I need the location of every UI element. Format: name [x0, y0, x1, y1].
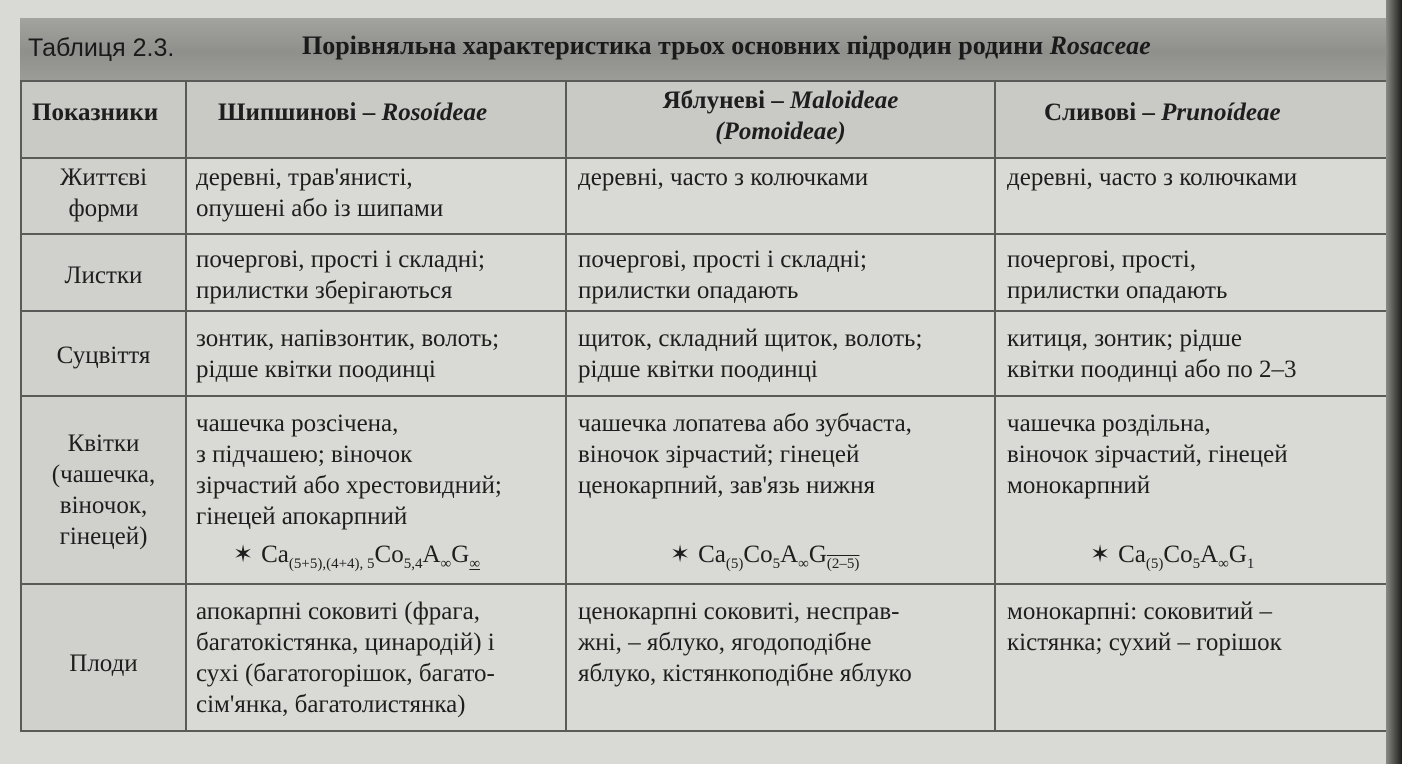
- text-line: почергові, прості і складні;: [196, 246, 486, 273]
- label-line: Квітки: [67, 430, 140, 457]
- cell-maloideae-inflorescence: [578, 323, 922, 385]
- grid-line-row1: [20, 233, 1386, 235]
- text-line: монокарпний: [1007, 472, 1151, 499]
- f-sym: G: [1228, 541, 1247, 568]
- text-line: гінецей апокарпний: [196, 503, 408, 530]
- f-idx: (5): [1145, 556, 1164, 572]
- cell-maloideae-flowers: [578, 408, 912, 501]
- text-line: прилистки зберігаються: [196, 277, 453, 304]
- text-line: багатокістянка, цинародій) і: [196, 629, 495, 656]
- grid-line-row3: [20, 395, 1386, 397]
- formula-rosoideae: [233, 540, 480, 573]
- grid-line-bottom: [20, 730, 1386, 732]
- text-line: сухі (багатогорішок, багато-: [196, 660, 495, 687]
- f-idx: (5+5),(4+4), 5: [288, 556, 375, 572]
- star-icon: ✶: [1090, 542, 1111, 568]
- cell-maloideae-life-forms: [578, 162, 868, 193]
- text-line: рідше квітки поодинці: [196, 356, 436, 383]
- cell-prunoideae-leaves: [1007, 244, 1227, 306]
- text-line: ценокарпні соковиті, несправ-: [578, 598, 900, 625]
- cell-rosoideae-flowers: [196, 408, 502, 532]
- table-number: Таблиця 2.3.: [28, 34, 175, 62]
- f-idx: ∞: [440, 556, 452, 572]
- f-idx: ∞: [798, 556, 809, 572]
- header-maloideae-latin: Maloideae: [790, 87, 899, 114]
- grid-line-col2: [565, 80, 567, 732]
- text-line: з підчашею; віночок: [196, 441, 413, 468]
- label-line: віночок,: [59, 492, 148, 519]
- f-sym: G: [451, 541, 470, 568]
- cell-prunoideae-inflorescence: [1007, 323, 1297, 385]
- title-family: Rosaceae: [1049, 31, 1151, 60]
- star-icon: ✶: [233, 542, 254, 568]
- header-maloideae: [567, 85, 994, 147]
- row-label-fruits: [22, 648, 185, 679]
- text-line: віночок зірчастий, гінецей: [1007, 441, 1288, 468]
- text-line: чашечка роздільна,: [1007, 410, 1211, 437]
- text-line: прилистки опадають: [578, 277, 799, 304]
- page-edge-shadow: [1386, 0, 1402, 764]
- header-rosoideae-latin: Rosoídeae: [381, 99, 488, 126]
- text-line: зірчастий або хрестовидний;: [196, 472, 502, 499]
- row-label-inflorescence: [22, 340, 185, 371]
- star-icon: ✶: [670, 542, 691, 568]
- header-maloideae-alt: (Pomoideae): [715, 118, 846, 145]
- label-line: Життєві: [59, 164, 148, 191]
- label-line: Листки: [64, 262, 143, 289]
- f-sym: A: [780, 541, 799, 568]
- text-line: деревні, часто з колючками: [578, 164, 869, 191]
- f-idx: (5): [725, 556, 744, 572]
- f-idx: 5,4: [403, 556, 423, 572]
- f-sym: Co: [1163, 541, 1193, 568]
- cell-prunoideae-fruits: [1007, 596, 1282, 658]
- cell-rosoideae-inflorescence: [196, 323, 499, 385]
- f-sym: G: [808, 541, 827, 568]
- grid-line-col3: [994, 80, 996, 732]
- table-title: [302, 31, 1151, 61]
- text-line: апокарпні соковиті (фрага,: [196, 598, 480, 625]
- text-line: ценокарпний, зав'язь нижня: [578, 472, 875, 499]
- text-line: віночок зірчастий; гінецей: [578, 441, 860, 468]
- f-idx: ∞: [469, 556, 481, 572]
- text-line: квітки поодинці або по 2–3: [1007, 356, 1297, 383]
- header-prunoideae-name: Сливові –: [1044, 99, 1155, 126]
- grid-line-row4: [20, 583, 1386, 585]
- f-sym: Ca: [1118, 541, 1146, 568]
- text-line: деревні, часто з колючками: [1007, 164, 1298, 191]
- f-idx: 5: [1192, 556, 1201, 572]
- f-idx: (2–5): [826, 556, 860, 572]
- text-line: монокарпні: соковитий –: [1007, 598, 1273, 625]
- text-line: опушені або із шипами: [196, 195, 444, 222]
- f-sym: Co: [374, 541, 404, 568]
- row-label-life-forms: [22, 162, 185, 224]
- header-rosoideae-name: Шипшинові –: [218, 99, 376, 126]
- text-line: китиця, зонтик; рідше: [1007, 325, 1242, 352]
- label-line: Суцвіття: [56, 342, 151, 369]
- formula-maloideae: [670, 540, 859, 573]
- cell-prunoideae-flowers: [1007, 408, 1288, 501]
- text-line: зонтик, напівзонтик, волоть;: [196, 325, 500, 352]
- text-line: чашечка лопатева або зубчаста,: [578, 410, 912, 437]
- label-line: (чашечка,: [51, 461, 156, 488]
- text-line: сім'янка, багатолистянка): [196, 691, 466, 718]
- cell-maloideae-leaves: [578, 244, 867, 306]
- text-line: почергові, прості і складні;: [578, 246, 868, 273]
- grid-line-header: [20, 157, 1386, 159]
- f-sym: Ca: [698, 541, 726, 568]
- text-line: рідше квітки поодинці: [578, 356, 818, 383]
- cell-rosoideae-fruits: [196, 596, 495, 720]
- f-idx: ∞: [1218, 556, 1229, 572]
- label-line: гінецей): [59, 523, 148, 550]
- f-sym: Co: [743, 541, 773, 568]
- header-prunoideae-latin: Prunoídeae: [1161, 99, 1281, 126]
- text-line: прилистки опадають: [1007, 277, 1228, 304]
- formula-prunoideae: [1090, 540, 1254, 573]
- grid-line-row2: [20, 310, 1386, 312]
- label-line: форми: [68, 195, 139, 222]
- header-indicators: Показники: [32, 99, 159, 126]
- f-sym: A: [1200, 541, 1219, 568]
- row-label-leaves: [22, 260, 185, 291]
- cell-rosoideae-life-forms: [196, 162, 443, 224]
- cell-rosoideae-leaves: [196, 244, 485, 306]
- text-line: чашечка розсічена,: [196, 410, 399, 437]
- row-label-flowers: [22, 428, 185, 552]
- header-prunoideae: [1044, 97, 1281, 128]
- text-line: щиток, складний щиток, волоть;: [578, 325, 923, 352]
- text-line: яблуко, кістянкоподібне яблуко: [578, 660, 912, 687]
- f-idx: 5: [772, 556, 781, 572]
- cell-prunoideae-life-forms: [1007, 162, 1297, 193]
- f-sym: A: [422, 541, 441, 568]
- title-text: Порівняльна характеристика трьох основних підродин родини: [302, 31, 1044, 60]
- text-line: деревні, трав'янисті,: [196, 164, 413, 191]
- label-line: Плоди: [69, 650, 138, 677]
- header-maloideae-name: Яблуневі –: [662, 87, 784, 114]
- f-sym: Ca: [261, 541, 289, 568]
- text-line: кістянка; сухий – горішок: [1007, 629, 1282, 656]
- text-line: почергові, прості,: [1007, 246, 1197, 273]
- grid-line-top: [20, 80, 1386, 82]
- header-rosoideae: [218, 97, 487, 128]
- cell-maloideae-fruits: [578, 596, 912, 689]
- text-line: жні, – яблуко, ягодоподібне: [578, 629, 872, 656]
- grid-line-col1: [185, 80, 187, 732]
- f-idx: 1: [1246, 556, 1255, 572]
